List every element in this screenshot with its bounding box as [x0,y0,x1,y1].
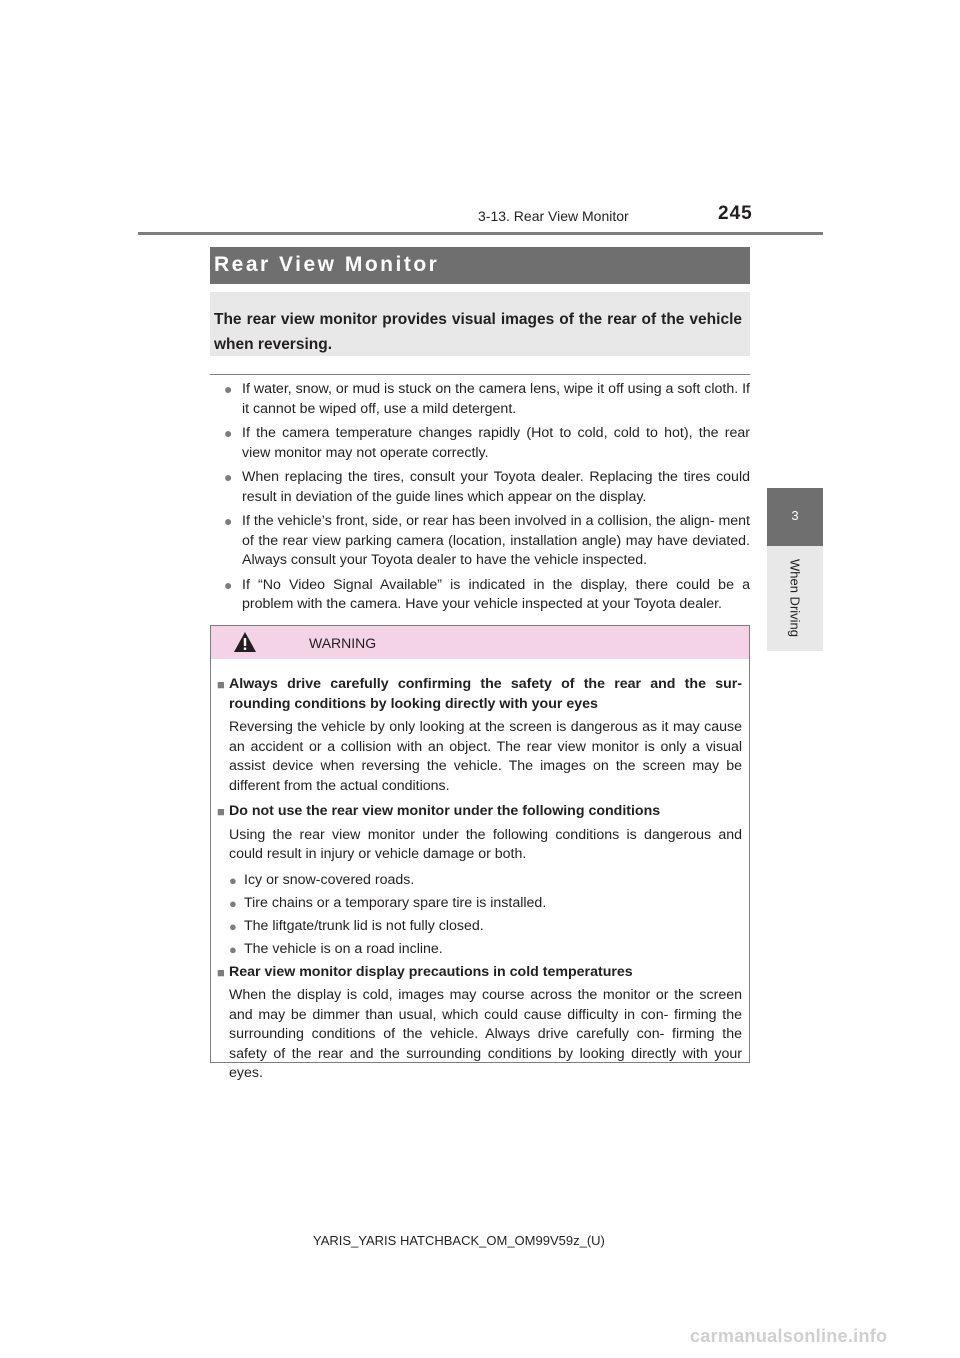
list-item-text: If the vehicle’s front, side, or rear has been involved in a collision, the align- ment of the rear view parking camera (location, installation angle) may have deviated. Always consult your Toyota dealer to have the vehicle inspected. [242,513,750,568]
condition-text: The vehicle is on a road incline. [244,940,443,957]
bullet-icon: ● [224,576,233,593]
list-item-text: When replacing the tires, consult your Toyota dealer. Replacing the tires could result in deviation of the guide lines which appear on the display. [242,469,750,505]
footer-doc-code: YARIS_YARIS HATCHBACK_OM_OM99V59z_(U) [313,1233,605,1248]
list-item-text: If “No Video Signal Available” is indicated in the display, there could be a problem with the camera. Have your vehicle inspected at your Toyota dealer. [242,576,750,612]
bullet-icon: ● [229,941,237,957]
list-item [224,576,750,615]
bullet-icon: ● [224,381,233,397]
warning-heading-text: Rear view monitor display precautions in cold temperatures [229,963,633,980]
condition-text: Icy or snow-covered roads. [244,871,415,888]
list-item [224,512,750,571]
square-bullet-icon: ■ [217,677,225,692]
bullet-icon: ● [224,425,233,441]
condition-item [217,940,742,960]
warning-text: Using the rear view monitor under the following conditions is dangerous and could result in injury or vehicle damage or both. [229,826,742,862]
bullet-icon: ● [229,918,237,934]
warning-triangle-icon [233,631,257,653]
chapter-label: When Driving [787,558,803,638]
list-item [224,468,750,507]
bullet-icon: ● [229,872,237,888]
header-section-title: 3-13. Rear View Monitor [478,208,629,224]
condition-item [217,894,742,914]
page-number: 245 [718,203,753,224]
bullet-icon: ● [229,895,237,911]
warning-body [217,675,742,1090]
condition-text: The liftgate/trunk lid is not fully closed. [244,917,484,934]
bullet-icon: ● [224,469,233,485]
warning-heading [217,963,742,983]
warning-heading [217,802,742,822]
bullet-icon: ● [224,513,233,529]
square-bullet-icon: ■ [217,804,225,819]
warning-heading-text: Do not use the rear view monitor under the following conditions [229,803,661,819]
header-rule [138,232,823,235]
warning-text: When the display is cold, images may course across the monitor or the screen and may be dimmer than usual, which could cause difficulty in con- firming the surrounding conditions of the vehicle. Always drive carefully con- firming the safety of the rear and the surrounding conditions by looking directly with your eyes. [229,987,742,1081]
separator [210,374,750,375]
condition-text: Tire chains or a temporary spare tire is installed. [244,894,547,911]
page-title: Rear View Monitor [214,253,440,276]
notes-list [224,380,750,620]
intro-box [210,292,750,356]
list-item [224,380,750,419]
warning-heading-text: Always drive carefully confirming the safety of the rear and the sur- rounding conditions by looking directly with your eyes [229,676,742,712]
square-bullet-icon: ■ [217,964,225,980]
warning-header [211,626,749,659]
warning-box [210,625,750,1081]
list-item [224,424,750,463]
chapter-tab [767,488,823,546]
list-item-text: If the camera temperature changes rapidly (Hot to cold, cold to hot), the rear view monitor may not operate correctly. [242,425,750,461]
list-item-text: If water, snow, or mud is stuck on the camera lens, wipe it off using a soft cloth. If it cannot be wiped off, use a mild detergent. [242,381,750,417]
warning-heading [217,675,742,714]
warning-label: WARNING [309,635,377,651]
intro-text: The rear view monitor provides visual images of the rear of the vehicle when reversing. [214,311,742,353]
title-bar [210,247,750,284]
warning-text: Reversing the vehicle by only looking at the screen is dangerous as it may cause an accident or a collision with an object. The rear view monitor is only a visual assist device when reversing the vehicle. The images on the screen may be different from the actual conditions. [229,719,742,794]
condition-item [217,871,742,891]
chapter-number: 3 [791,508,799,523]
watermark: carmanualsonline.info [690,1326,888,1346]
condition-item [217,917,742,937]
